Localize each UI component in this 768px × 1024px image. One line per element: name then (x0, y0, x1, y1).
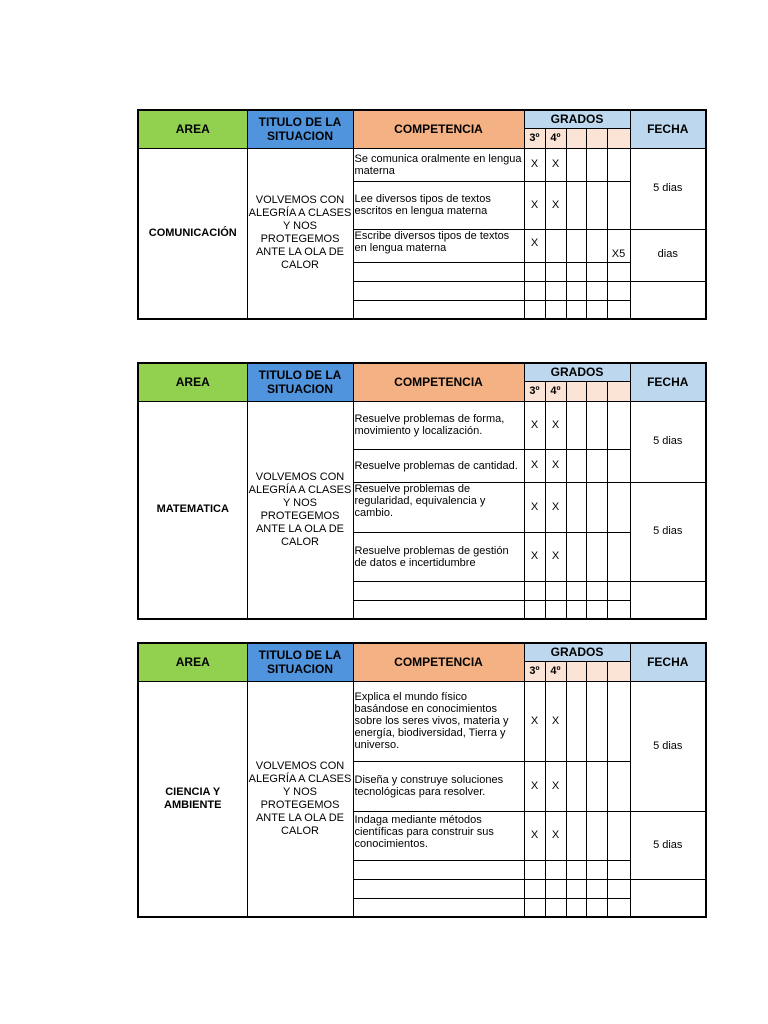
header-competencia: COMPETENCIA (353, 363, 524, 401)
grade-mark (586, 148, 607, 181)
header-competencia: COMPETENCIA (353, 110, 524, 148)
grade-mark (607, 482, 630, 532)
grade-mark: X (545, 181, 566, 229)
fecha-value: 5 dias (630, 401, 706, 482)
grade-mark: X (524, 449, 545, 482)
table-row (138, 148, 706, 181)
header-grados: GRADOS (524, 643, 630, 661)
competencia-text: Resuelve problemas de forma, movimiento y localización. (353, 401, 524, 449)
header-grade-4: 4º (545, 661, 566, 681)
competencia-text: Explica el mundo físico basándose en conocimientos sobre los seres vivos, materia y energía, biodiversidad, Tierra y universo. (353, 681, 524, 761)
grade-mark (566, 681, 586, 761)
header-area: AREA (138, 110, 247, 148)
grade-mark: X (524, 229, 545, 262)
header-titulo: TITULO DE LA SITUACION (247, 110, 353, 148)
header-area: AREA (138, 643, 247, 681)
grade-mark (586, 229, 607, 262)
grade-mark (566, 148, 586, 181)
fecha-value: 5 dias (630, 811, 706, 879)
grade-mark: X5 (607, 229, 630, 262)
header-grade-4: 4º (545, 128, 566, 148)
competencia-text: Escribe diversos tipos de textos en lengua materna (353, 229, 524, 262)
header-grade-empty (607, 381, 630, 401)
header-grade-empty (586, 381, 607, 401)
table-row (138, 401, 706, 449)
grade-mark (586, 482, 607, 532)
area-name: COMUNICACIÓN (138, 148, 247, 319)
grade-mark (607, 181, 630, 229)
header-grade-3: 3º (524, 381, 545, 401)
grade-mark (566, 532, 586, 581)
fecha-value: 5 dias (630, 681, 706, 811)
grade-mark (586, 811, 607, 860)
grade-mark (566, 761, 586, 811)
header-fecha: FECHA (630, 363, 706, 401)
area-name: MATEMATICA (138, 401, 247, 619)
header-grade-3: 3º (524, 128, 545, 148)
grade-mark: X (545, 532, 566, 581)
grade-mark (566, 181, 586, 229)
grade-mark: X (524, 181, 545, 229)
header-titulo: TITULO DE LA SITUACION (247, 643, 353, 681)
situacion-title: VOLVEMOS CON ALEGRÍA A CLASES Y NOS PROTEGEMOS ANTE LA OLA DE CALOR (247, 681, 353, 917)
header-fecha: FECHA (630, 110, 706, 148)
grade-mark: X (545, 681, 566, 761)
grade-mark: X (545, 401, 566, 449)
grade-mark: X (524, 148, 545, 181)
competencia-text: Resuelve problemas de gestión de datos e incertidumbre (353, 532, 524, 581)
header-grade-empty (586, 128, 607, 148)
header-grade-empty (607, 128, 630, 148)
grade-mark: X (545, 449, 566, 482)
grade-mark: X (545, 811, 566, 860)
plan-table-ciencia (137, 642, 707, 918)
header-grade-empty (586, 661, 607, 681)
header-area: AREA (138, 363, 247, 401)
grade-mark (586, 401, 607, 449)
grade-mark (566, 401, 586, 449)
grade-mark (607, 532, 630, 581)
header-grade-empty (607, 661, 630, 681)
grade-mark (586, 181, 607, 229)
header-grados: GRADOS (524, 363, 630, 381)
competencia-text: Se comunica oralmente en lengua materna (353, 148, 524, 181)
grade-mark (586, 761, 607, 811)
grade-mark (607, 148, 630, 181)
grade-mark (586, 681, 607, 761)
header-grados: GRADOS (524, 110, 630, 128)
grade-mark (566, 811, 586, 860)
grade-mark (566, 482, 586, 532)
situacion-title: VOLVEMOS CON ALEGRÍA A CLASES Y NOS PROTEGEMOS ANTE LA OLA DE CALOR (247, 148, 353, 319)
grade-mark (607, 401, 630, 449)
plan-table-comunicacion (137, 109, 707, 320)
grade-mark: X (524, 761, 545, 811)
grade-mark (545, 229, 566, 262)
grade-mark (566, 229, 586, 262)
grade-mark: X (545, 482, 566, 532)
header-grade-empty (566, 128, 586, 148)
plan-table-matematica (137, 362, 707, 620)
grade-mark (607, 811, 630, 860)
grade-mark (607, 681, 630, 761)
competencia-text: Resuelve problemas de regularidad, equivalencia y cambio. (353, 482, 524, 532)
header-competencia: COMPETENCIA (353, 643, 524, 681)
header-grade-empty (566, 381, 586, 401)
competencia-text: Resuelve problemas de cantidad. (353, 449, 524, 482)
header-fecha: FECHA (630, 643, 706, 681)
table-row (138, 681, 706, 761)
grade-mark (607, 449, 630, 482)
situacion-title: VOLVEMOS CON ALEGRÍA A CLASES Y NOS PROTEGEMOS ANTE LA OLA DE CALOR (247, 401, 353, 619)
header-grade-3: 3º (524, 661, 545, 681)
fecha-value: 5 dias (630, 148, 706, 229)
fecha-value: 5 dias (630, 482, 706, 581)
grade-mark: X (524, 811, 545, 860)
competencia-text: Diseña y construye soluciones tecnológicas para resolver. (353, 761, 524, 811)
grade-mark: X (524, 532, 545, 581)
header-grade-4: 4º (545, 381, 566, 401)
grade-mark (607, 761, 630, 811)
grade-mark: X (524, 401, 545, 449)
grade-mark (566, 449, 586, 482)
fecha-value: dias (630, 229, 706, 281)
grade-mark: X (524, 681, 545, 761)
grade-mark (586, 449, 607, 482)
grade-mark: X (524, 482, 545, 532)
grade-mark: X (545, 148, 566, 181)
header-titulo: TITULO DE LA SITUACION (247, 363, 353, 401)
competencia-text: Lee diversos tipos de textos escritos en lengua materna (353, 181, 524, 229)
header-grade-empty (566, 661, 586, 681)
grade-mark (586, 532, 607, 581)
competencia-text: Indaga mediante métodos científicas para construir sus conocimientos. (353, 811, 524, 860)
area-name: CIENCIA Y AMBIENTE (138, 681, 247, 917)
grade-mark: X (545, 761, 566, 811)
